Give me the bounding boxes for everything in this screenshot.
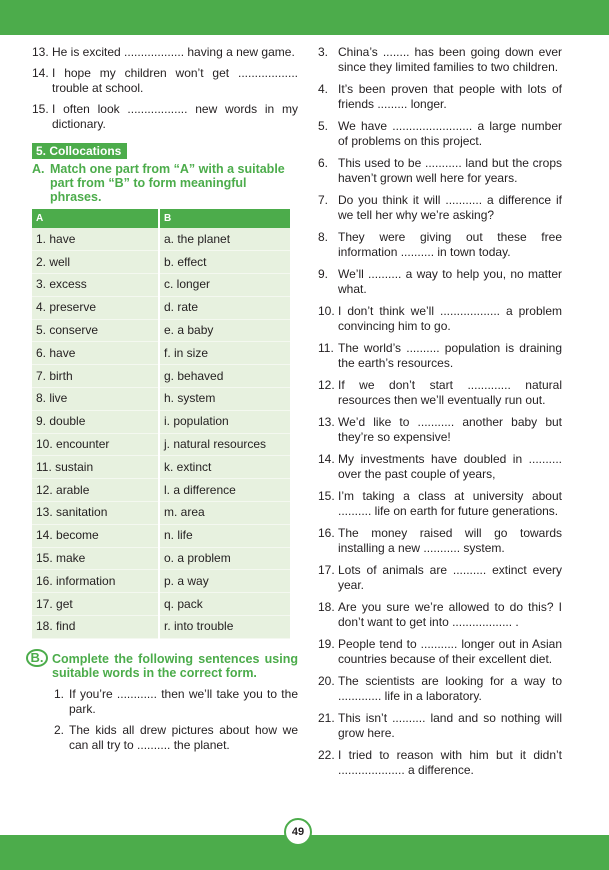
item-text: If we don’t start ............. natural resources then we’ll eventually run out.	[338, 378, 562, 407]
column-b-cell: p. a way	[159, 570, 290, 593]
exercise-item	[318, 82, 562, 112]
exercise-item	[318, 489, 562, 519]
column-a-header: A	[32, 209, 159, 228]
column-b-cell: c. longer	[159, 274, 290, 297]
item-text: The scientists are looking for a way to ............. life in a laboratory.	[338, 674, 562, 703]
top-banner	[0, 0, 609, 35]
column-a-cell: 13. sanitation	[32, 502, 159, 525]
exercise-item	[318, 156, 562, 186]
item-text: We’d like to ........... another baby but they’re so expensive!	[338, 415, 562, 444]
column-b-cell: f. in size	[159, 342, 290, 365]
column-b-cell: n. life	[159, 524, 290, 547]
exercise-item	[318, 748, 562, 778]
item-text: The world’s .......... population is draining the earth’s resources.	[338, 341, 562, 370]
item-number: 14.	[318, 452, 335, 466]
table-row	[32, 456, 290, 479]
item-number: 6.	[318, 156, 329, 170]
item-number: 5.	[318, 119, 329, 133]
exercise-item	[318, 526, 562, 556]
table-row	[32, 274, 290, 297]
column-a-cell: 2. well	[32, 251, 159, 274]
item-text: We’ll .......... a way to help you, no matter what.	[338, 267, 562, 296]
exercise-item: 1. If you’re ............ then we’ll take you to the park.	[54, 686, 298, 716]
exercise-item: 2. The kids all drew pictures about how we can all try to .......... the planet.	[54, 722, 298, 752]
exercise-item	[318, 378, 562, 408]
item-text: They were giving out these free information .......... in town today.	[338, 230, 562, 259]
exercise-item	[318, 341, 562, 371]
item-number: 8.	[318, 230, 329, 244]
column-a-cell: 3. excess	[32, 274, 159, 297]
table-row	[32, 296, 290, 319]
item-text: This used to be ........... land but the crops haven’t grown well here for years.	[338, 156, 562, 185]
continued-exercise	[32, 45, 298, 132]
item-text: Lots of animals are .......... extinct every year.	[338, 563, 562, 592]
item-number: 11.	[318, 341, 334, 355]
item-number: 4.	[318, 82, 329, 96]
item-text: The money raised will go towards installing a new ........... system.	[338, 526, 562, 555]
column-a-cell: 17. get	[32, 593, 159, 616]
item-number: 16.	[318, 526, 335, 540]
column-b-cell: j. natural resources	[159, 433, 290, 456]
item-text: People tend to ........... longer out in Asian countries because of their excellent diet.	[338, 637, 562, 666]
item-text: China’s ........ has been going down ever since they limited families to two children.	[338, 45, 562, 74]
task-a-letter: A.	[32, 162, 45, 176]
table-row	[32, 502, 290, 525]
item-number: 21.	[318, 711, 335, 725]
left-column	[32, 45, 298, 759]
exercise-item	[318, 637, 562, 667]
column-b-cell: m. area	[159, 502, 290, 525]
item-number: 10.	[318, 304, 335, 318]
column-b-cell: h. system	[159, 388, 290, 411]
column-a-cell: 8. live	[32, 388, 159, 411]
column-b-cell: k. extinct	[159, 456, 290, 479]
item-text: My investments have doubled in .......... over the past couple of years,	[338, 452, 562, 481]
column-a-cell: 15. make	[32, 547, 159, 570]
column-a-cell: 7. birth	[32, 365, 159, 388]
item-number: 9.	[318, 267, 329, 281]
table-row	[32, 524, 290, 547]
item-text: I tried to reason with him but it didn’t .................... a difference.	[338, 748, 562, 777]
column-a-cell: 4. preserve	[32, 296, 159, 319]
table-row	[32, 365, 290, 388]
table-row	[32, 593, 290, 616]
item-number: 12.	[318, 378, 335, 392]
exercise-item	[318, 230, 562, 260]
column-b-cell: a. the planet	[159, 228, 290, 251]
table-row	[32, 342, 290, 365]
exercise-item	[318, 304, 562, 334]
item-text: Do you think it will ........... a difference if we tell her why we’re asking?	[338, 193, 562, 222]
exercise-item	[318, 267, 562, 297]
column-b-cell: g. behaved	[159, 365, 290, 388]
item-number: 20.	[318, 674, 335, 688]
task-b-items	[32, 687, 298, 753]
column-b-cell: o. a problem	[159, 547, 290, 570]
task-a-instruction: A. Match one part from “A” with a suitable part from “B” to form meaningful phrases.	[32, 162, 285, 204]
column-a-cell: 5. conserve	[32, 319, 159, 342]
item-number: 18.	[318, 600, 335, 614]
column-a-cell: 11. sustain	[32, 456, 159, 479]
column-a-cell: 1. have	[32, 228, 159, 251]
column-a-cell: 14. become	[32, 524, 159, 547]
table-row	[32, 388, 290, 411]
table-body	[32, 228, 290, 638]
column-b-cell: i. population	[159, 410, 290, 433]
column-b-cell: l. a difference	[159, 479, 290, 502]
table-row	[32, 616, 290, 639]
item-number: 17.	[318, 563, 335, 577]
exercise-item	[318, 119, 562, 149]
table-row	[32, 479, 290, 502]
item-text: I’m taking a class at university about .......... life on earth for future generations.	[338, 489, 562, 518]
exercise-item: 13. He is excited .................. having a new game.	[32, 45, 295, 59]
exercise-item	[318, 600, 562, 630]
matching-table	[32, 209, 290, 639]
task-b-letter: B.	[26, 649, 48, 667]
exercise-item	[318, 711, 562, 741]
page-number: 49	[284, 818, 312, 846]
exercise-item	[318, 563, 562, 593]
table-row	[32, 433, 290, 456]
exercise-item: 15. I often look .................. new words in my dictionary.	[32, 102, 298, 131]
section-heading: 5. Collocations	[32, 143, 127, 159]
right-column	[318, 45, 562, 785]
item-number: 22.	[318, 748, 335, 762]
table-header-row	[32, 209, 290, 228]
column-b-cell: r. into trouble	[159, 616, 290, 639]
exercise-item	[318, 452, 562, 482]
column-a-cell: 9. double	[32, 410, 159, 433]
table-row	[32, 570, 290, 593]
column-a-cell: 10. encounter	[32, 433, 159, 456]
item-number: 13.	[318, 415, 335, 429]
table-row	[32, 547, 290, 570]
column-a-cell: 12. arable	[32, 479, 159, 502]
item-text: We have ........................ a large number of problems on this project.	[338, 119, 562, 148]
exercise-item: 14. I hope my children won’t get .................. trouble at school.	[32, 66, 298, 95]
table-row	[32, 410, 290, 433]
column-b-cell: e. a baby	[159, 319, 290, 342]
item-number: 19.	[318, 637, 335, 651]
item-text: I don’t think we’ll .................. a problem convincing him to go.	[338, 304, 562, 333]
column-b-cell: q. pack	[159, 593, 290, 616]
column-b-header: B	[159, 209, 290, 228]
column-a-cell: 16. information	[32, 570, 159, 593]
column-b-cell: b. effect	[159, 251, 290, 274]
item-text: This isn’t .......... land and so nothing will grow here.	[338, 711, 562, 740]
item-number: 3.	[318, 45, 329, 59]
exercise-item	[318, 45, 562, 75]
item-number: 15.	[318, 489, 335, 503]
table-row	[32, 319, 290, 342]
exercise-item	[318, 193, 562, 223]
exercise-item	[318, 415, 562, 445]
table-row	[32, 228, 290, 251]
column-b-cell: d. rate	[159, 296, 290, 319]
item-text: Are you sure we’re allowed to do this? I don’t want to get into .................. .	[338, 600, 562, 629]
column-a-cell: 6. have	[32, 342, 159, 365]
item-number: 7.	[318, 193, 329, 207]
table-row	[32, 251, 290, 274]
task-b-instruction: B. Complete the following sentences using suitable words in the correct form.	[32, 652, 298, 680]
exercise-item	[318, 674, 562, 704]
column-a-cell: 18. find	[32, 616, 159, 639]
item-text: It’s been proven that people with lots of friends ......... longer.	[338, 82, 562, 111]
